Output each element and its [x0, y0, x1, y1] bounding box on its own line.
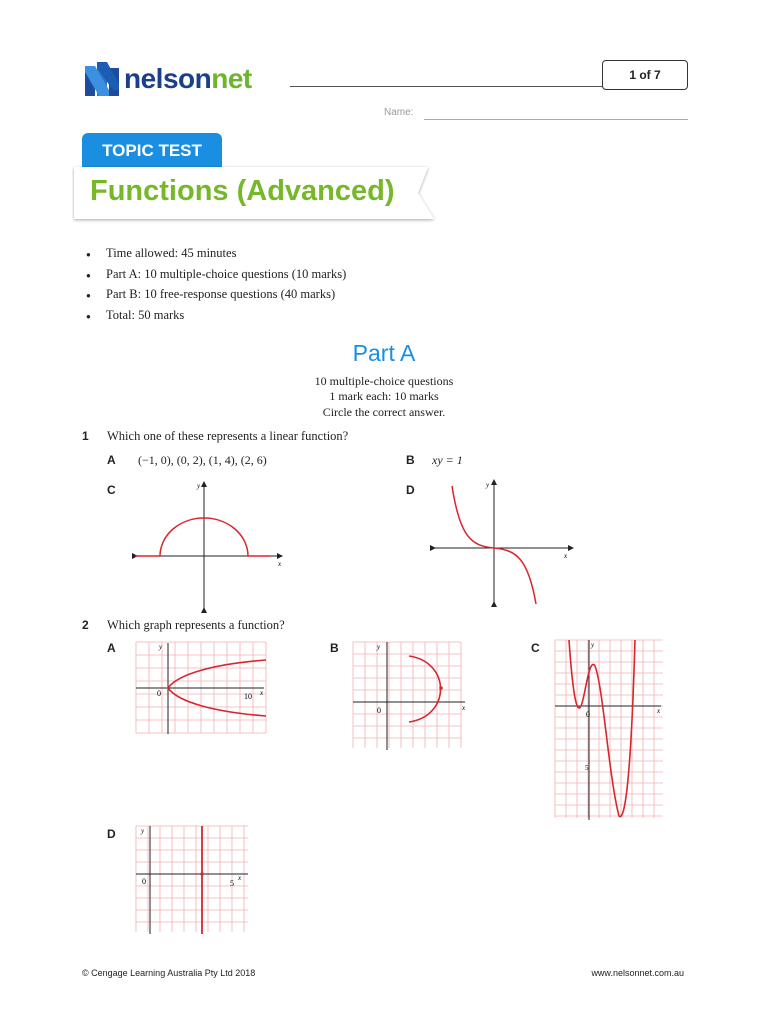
q2-graph-d[interactable]	[134, 824, 252, 936]
page-indicator: 1 of 7	[602, 60, 688, 90]
nelsonnet-logo-icon	[83, 60, 123, 100]
axis-label-y: y	[377, 643, 381, 651]
q2-option-d-label[interactable]: D	[107, 827, 116, 841]
axis-label-x: x	[238, 874, 242, 882]
question-2-text: Which graph represents a function?	[107, 618, 285, 632]
q1-option-a-text[interactable]: (−1, 0), (0, 2), (1, 4), (2, 6)	[138, 453, 267, 467]
header	[0, 0, 768, 125]
logo-text-nelson: nelson	[124, 63, 212, 94]
logo-wordmark	[124, 63, 252, 95]
axis-label-x: x	[278, 560, 282, 568]
part-a-line1: 10 multiple-choice questions	[314, 374, 454, 388]
question-2-number: 2	[82, 618, 89, 632]
q1-graph-d[interactable]	[428, 478, 578, 608]
footer-website-link[interactable]: www.nelsonnet.com.au	[591, 968, 684, 978]
axis-label-x: x	[260, 689, 264, 697]
tick-label: 10	[244, 692, 252, 701]
q2-option-b-label[interactable]: B	[330, 641, 339, 655]
name-label: Name:	[384, 107, 414, 118]
tick-label: 5	[585, 764, 589, 772]
footer-copyright: © Cengage Learning Australia Pty Ltd 2018	[82, 968, 256, 978]
q2-option-a-label[interactable]: A	[107, 641, 116, 655]
question-1-text: Which one of these represents a linear function?	[107, 429, 349, 443]
tick-label: 5	[230, 879, 234, 888]
axis-label-y: y	[197, 482, 201, 490]
q2-graph-a[interactable]	[134, 640, 268, 736]
q1-graph-c[interactable]	[130, 478, 290, 613]
logo-text-net: net	[211, 63, 252, 94]
axis-label-x: x	[462, 704, 466, 712]
part-a-heading: Part A	[352, 340, 416, 366]
axis-label-x: x	[564, 552, 568, 560]
question-1-number: 1	[82, 429, 89, 443]
axis-label-x: x	[657, 707, 661, 715]
q1-option-a-label[interactable]: A	[107, 453, 116, 467]
origin-label: 0	[157, 689, 161, 698]
topic-test-badge: TOPIC TEST	[82, 133, 222, 169]
q1-option-b-label[interactable]: B	[406, 453, 415, 467]
origin-label: 0	[586, 710, 590, 719]
axis-label-y: y	[141, 827, 145, 835]
list-item: ● Part B: 10 free-response questions (40 marks)	[86, 287, 346, 308]
test-info-list	[86, 246, 346, 328]
q1-option-c-label[interactable]: C	[107, 483, 116, 497]
q2-graph-b[interactable]	[351, 640, 471, 752]
origin-label: 0	[142, 877, 146, 886]
header-rule	[290, 86, 605, 87]
q2-option-c-label[interactable]: C	[531, 641, 540, 655]
name-field-line[interactable]	[424, 119, 688, 120]
page-title: Functions (Advanced)	[90, 175, 395, 207]
axis-label-y: y	[486, 481, 490, 489]
list-item: ● Part A: 10 multiple-choice questions (10 marks)	[86, 267, 346, 288]
part-a-line2: 1 mark each: 10 marks	[329, 389, 439, 403]
list-item: ● Time allowed: 45 minutes	[86, 246, 346, 267]
q1-option-d-label[interactable]: D	[406, 483, 415, 497]
origin-label: 0	[377, 706, 381, 715]
list-item: ● Total: 50 marks	[86, 308, 346, 329]
part-a-line3: Circle the correct answer.	[322, 405, 446, 419]
q1-option-b-text[interactable]: xy = 1	[432, 453, 463, 467]
axis-label-y: y	[159, 643, 163, 651]
axis-label-y: y	[591, 641, 595, 649]
q2-graph-c[interactable]	[553, 638, 665, 822]
